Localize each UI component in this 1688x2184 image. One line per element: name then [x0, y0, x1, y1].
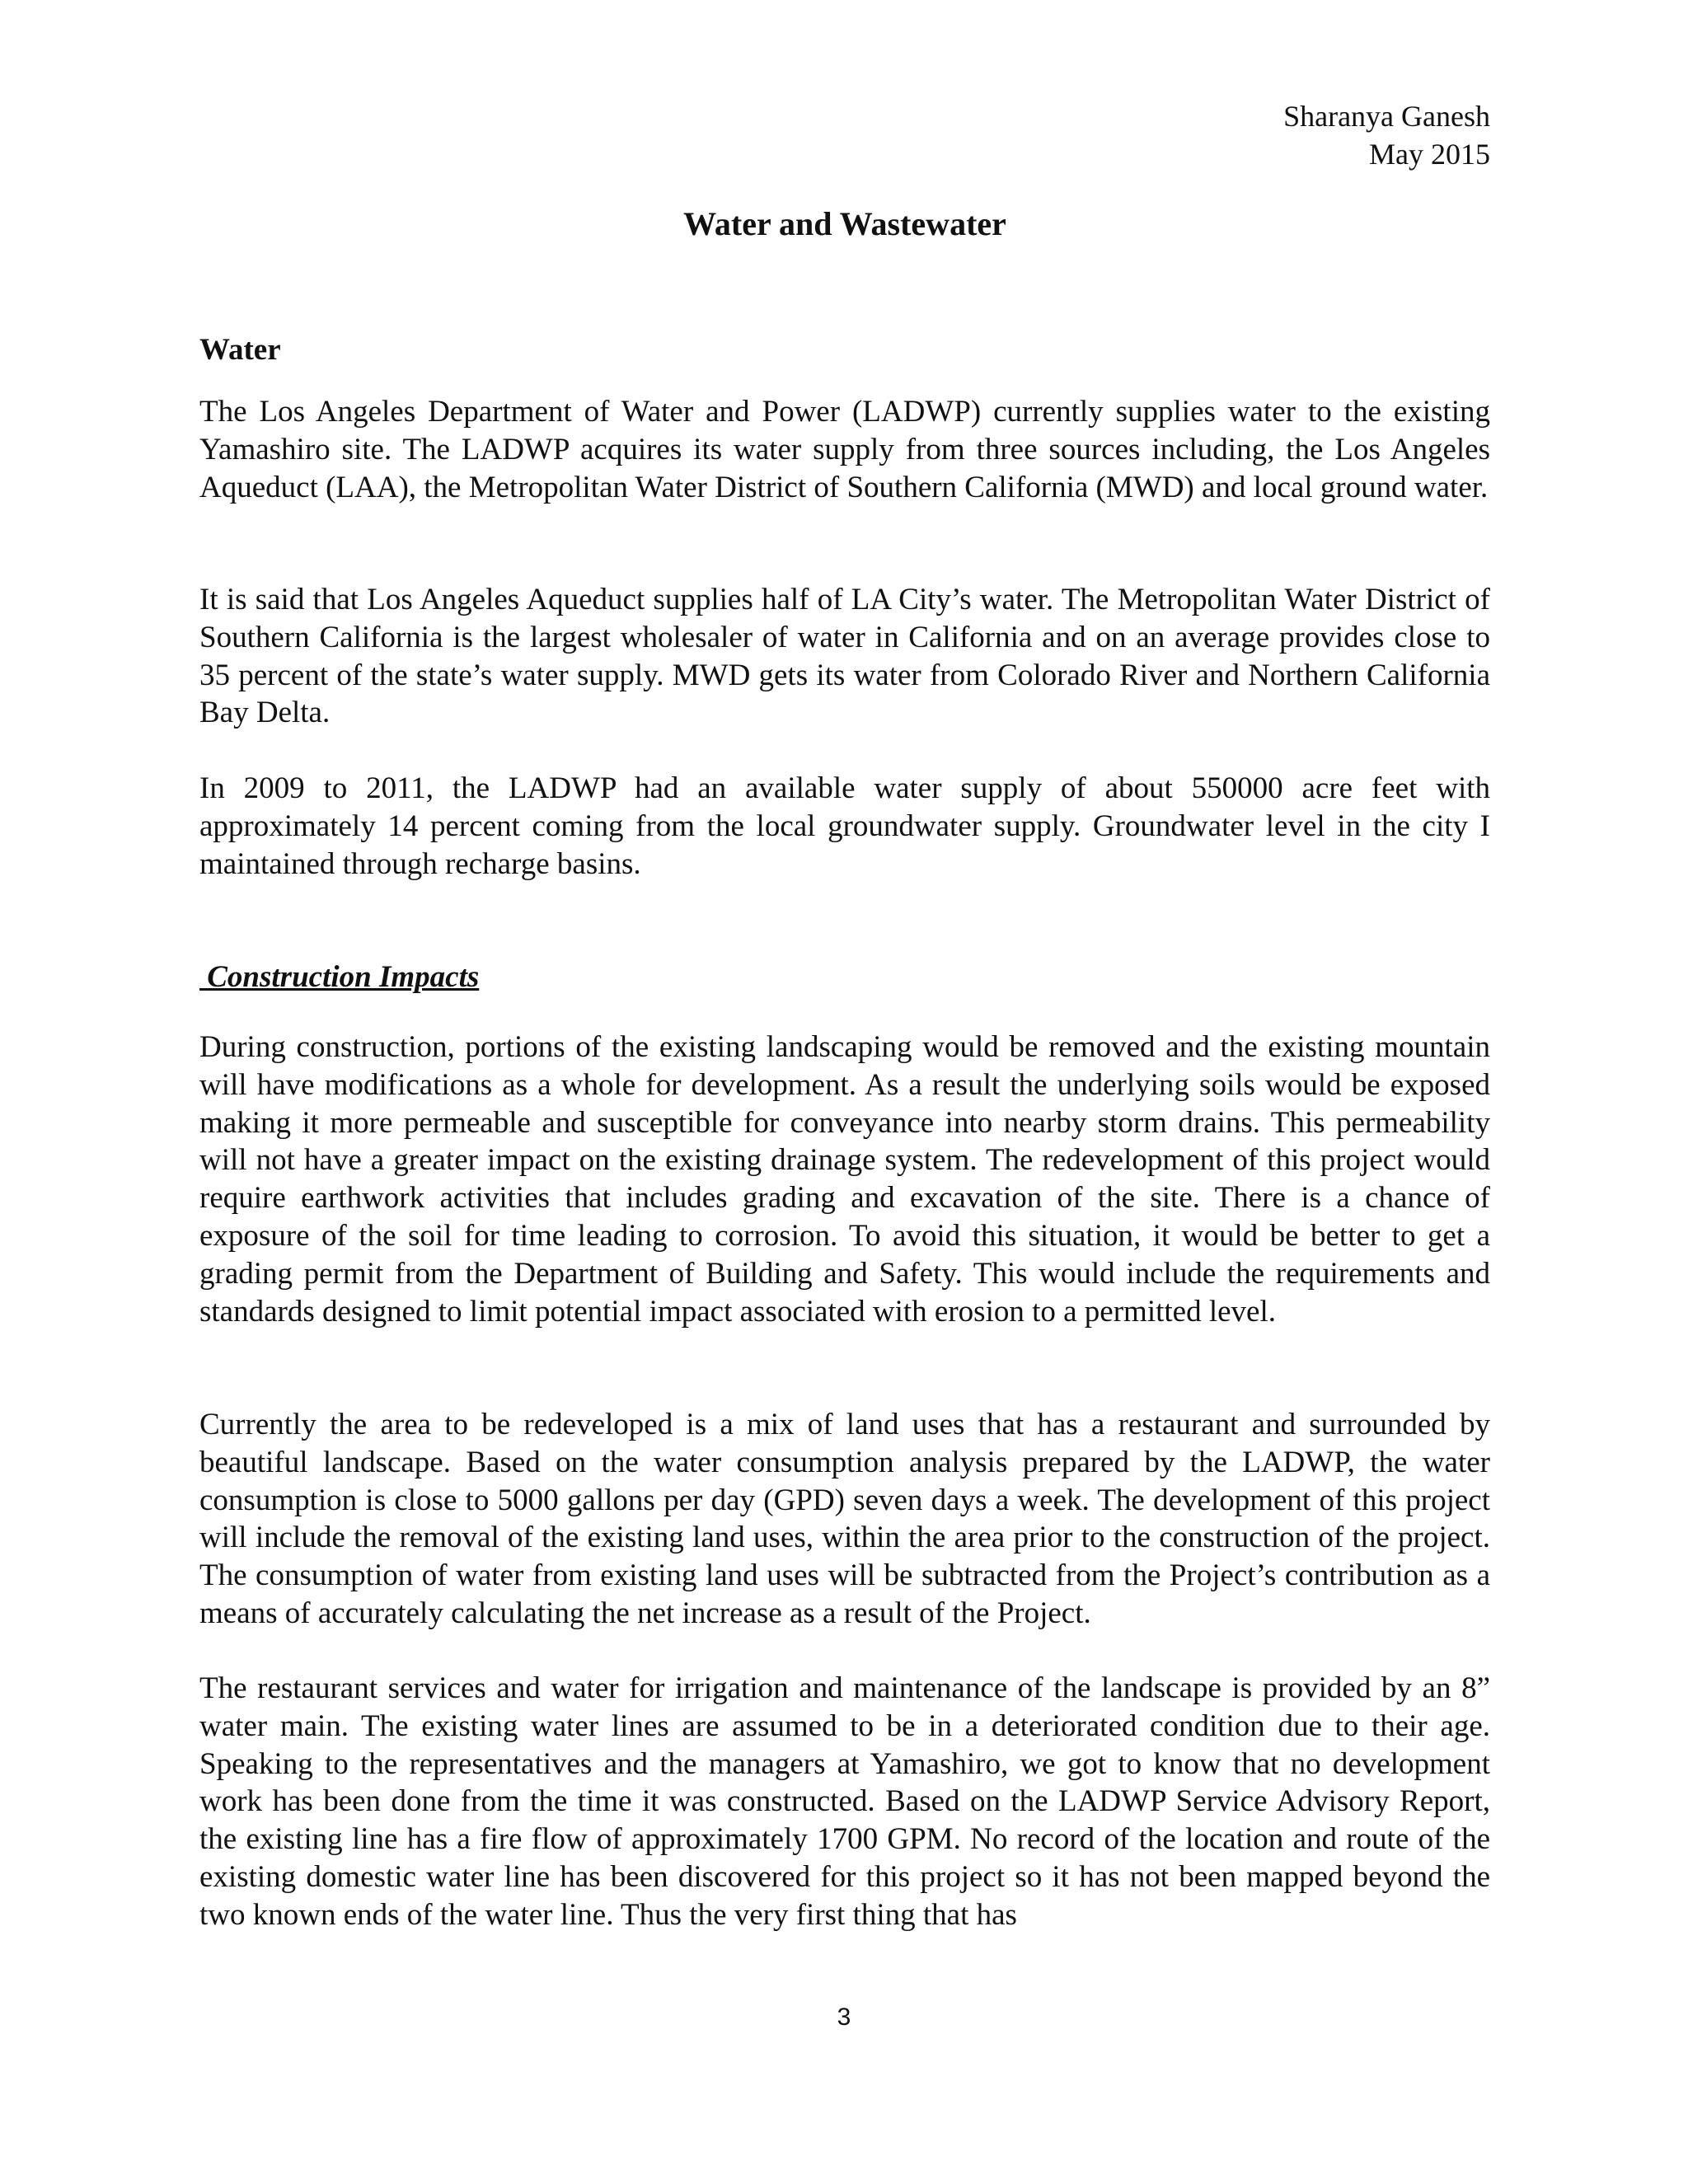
paragraph-water-2: It is said that Los Angeles Aqueduct supplies half of LA City’s water. The Metropolitan Water District of Southern California is the largest wholesaler of water in California and on an average provides close to 35 percent of the state’s water supply. MWD gets its water from Colorado River and Northern California Bay Delta. [199, 583, 1490, 730]
paragraph-construction-2: Currently the area to be redeveloped is a mix of land uses that has a restaurant and surrounded by beautiful landscape. Based on the water consumption analysis prepared by the LADWP, the water consumption is close to 5000 gallons per day (GPD) seven days a week. The development of this project will include the removal of the existing land uses, within the area prior to the construction of the project. The consumption of water from existing land uses will be subtracted from the Project’s contribution as a means of accurately calculating the net increase as a result of the Project. [199, 1408, 1490, 1630]
paragraph-construction-1: During construction, portions of the existing landscaping would be removed and the existing mountain will have modifications as a whole for development. As a result the underlying soils would be exposed making it more permeable and susceptible for conveyance into nearby storm drains. This permeability will not have a greater impact on the existing drainage system. The redevelopment of this project would require earthwork activities that includes grading and excavation of the site. There is a chance of exposure of the soil for time leading to corrosion. To avoid this situation, it would be better to get a grading permit from the Department of Building and Safety. This would include the requirements and standards designed to limit potential impact associated with erosion to a permitted level. [199, 1030, 1490, 1329]
section-heading-water: Water [199, 333, 281, 367]
paragraph-construction-3: The restaurant services and water for irrigation and maintenance of the landscape is provided by an 8” water main. The existing water lines are assumed to be in a deteriorated condition due to their age. Speaking to the representatives and the managers at Yamashiro, we got to know that no development work has been done from the time it was constructed. Based on the LADWP Service Advisory Report, the existing line has a fire flow of approximately 1700 GPM. No record of the location and route of the existing domestic water line has been discovered for this project so it has not been mapped beyond the two known ends of the water line. Thus the very first thing that has [199, 1671, 1490, 1932]
paragraph-water-3: In 2009 to 2011, the LADWP had an available water supply of about 550000 acre feet with approximately 14 percent coming from the local groundwater supply. Groundwater level in the city I maintained through recharge basins. [199, 771, 1490, 881]
document-title: Water and Wastewater [683, 205, 1006, 242]
author-name: Sharanya Ganesh [1283, 100, 1490, 133]
page-number: 3 [837, 2004, 851, 2031]
document-date: May 2015 [1369, 138, 1490, 171]
author-block [1283, 97, 1490, 173]
section-heading-construction-impacts: Construction Impacts [199, 960, 480, 994]
paragraph-water-1: The Los Angeles Department of Water and Power (LADWP) currently supplies water to the existing Yamashiro site. The LADWP acquires its water supply from three sources including, the Los Angeles Aqueduct (LAA), the Metropolitan Water District of Southern California (MWD) and local ground water. [199, 395, 1490, 504]
